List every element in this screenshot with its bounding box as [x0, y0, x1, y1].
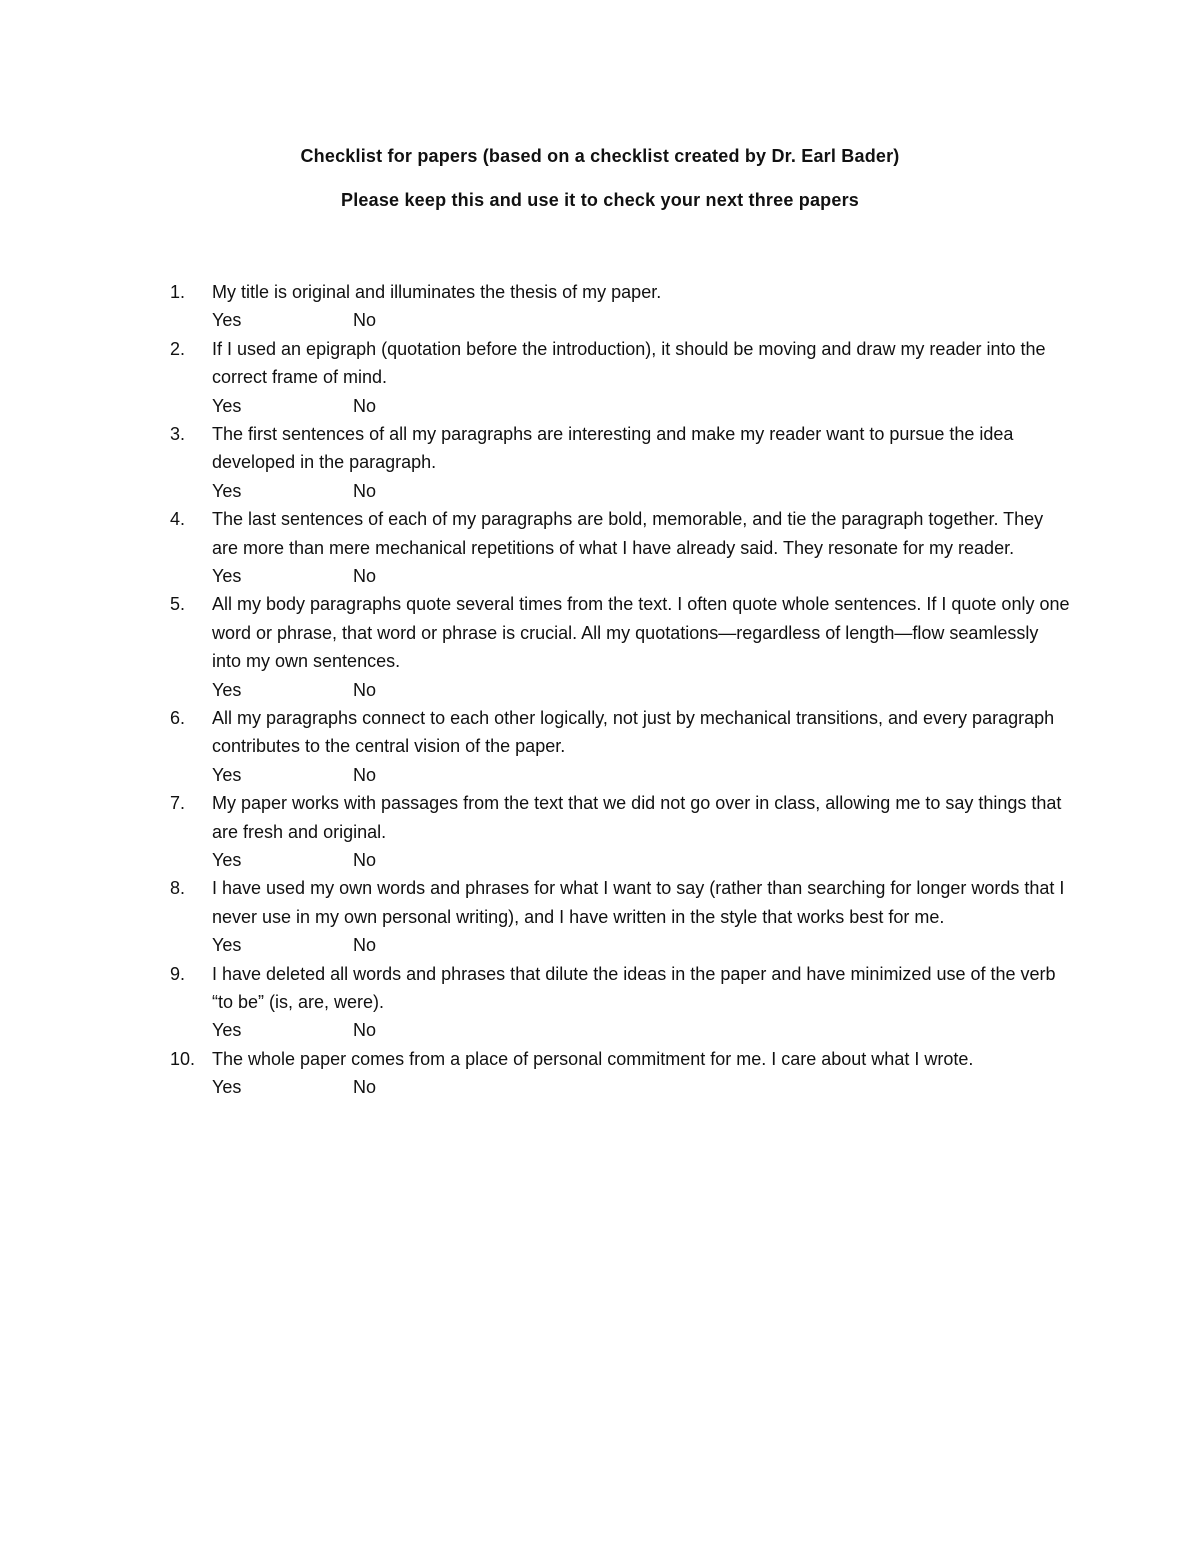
answer-options: [212, 931, 1070, 959]
item-text: All my body paragraphs quote several times from the text. I often quote whole sentences. If I quote only one word or phrase, that word or phrase is crucial. All my quotations—regardless of length—flow seamlessly into my own sentences.: [212, 594, 1070, 672]
answer-options: [212, 392, 1070, 420]
yes-option: Yes: [212, 764, 242, 785]
yes-option: Yes: [212, 310, 242, 331]
no-option: No: [353, 480, 377, 501]
item-number: 2.: [170, 338, 186, 359]
checklist-item: [170, 960, 1070, 1045]
checklist-item: [170, 1045, 1070, 1102]
yes-option: Yes: [212, 566, 242, 587]
item-text: The whole paper comes from a place of personal commitment for me. I care about what I wrote.: [212, 1048, 974, 1069]
answer-options: [212, 761, 1070, 789]
item-number: 8.: [170, 878, 186, 899]
no-option: No: [353, 850, 377, 871]
item-number: 5.: [170, 594, 186, 615]
yes-option: Yes: [212, 850, 242, 871]
item-text: The first sentences of all my paragraphs are interesting and make my reader want to pursue the idea developed in the paragraph.: [212, 424, 1014, 473]
item-number: 6.: [170, 708, 186, 729]
no-option: No: [353, 935, 377, 956]
item-number: 7.: [170, 793, 186, 814]
checklist-item: [170, 704, 1070, 789]
answer-options: [212, 1073, 1070, 1101]
yes-option: Yes: [212, 935, 242, 956]
checklist-item: [170, 335, 1070, 420]
item-number: 3.: [170, 424, 186, 444]
item-text: My title is original and illuminates the thesis of my paper.: [212, 282, 662, 302]
item-number: 1.: [170, 282, 186, 302]
no-option: No: [353, 310, 377, 331]
answer-options: [212, 562, 1070, 590]
checklist-item: [170, 278, 1070, 335]
item-text: If I used an epigraph (quotation before the introduction), it should be moving and draw my reader into the correct frame of mind.: [212, 338, 1046, 388]
document-subtitle: Please keep this and use it to check your next three papers: [341, 190, 859, 210]
no-option: No: [353, 566, 377, 587]
item-text: The last sentences of each of my paragraphs are bold, memorable, and tie the paragraph together. They are more than mere mechanical repetitions of what I have already said. They resonate for my reader.: [212, 509, 1044, 558]
yes-option: Yes: [212, 480, 242, 501]
checklist-item: [170, 590, 1070, 704]
checklist-item: [170, 789, 1070, 874]
no-option: No: [353, 764, 377, 785]
no-option: No: [353, 679, 377, 700]
checklist-item: [170, 420, 1070, 505]
no-option: No: [353, 395, 377, 416]
yes-option: Yes: [212, 679, 242, 700]
yes-option: Yes: [212, 1020, 242, 1041]
no-option: No: [353, 1077, 377, 1098]
answer-options: [212, 306, 1070, 334]
item-text: All my paragraphs connect to each other logically, not just by mechanical transitions, and every paragraph contributes to the central vision of the paper.: [212, 708, 1055, 757]
item-number: 10.: [170, 1048, 196, 1069]
item-text: I have used my own words and phrases for what I want to say (rather than searching for longer words that I never use in my own personal writing), and I have written in the style that works best for me.: [212, 878, 1065, 927]
checklist: [170, 278, 1070, 1102]
item-text: My paper works with passages from the text that we did not go over in class, allowing me to say things that are fresh and original.: [212, 793, 1062, 842]
no-option: No: [353, 1020, 377, 1041]
answer-options: [212, 477, 1070, 505]
yes-option: Yes: [212, 395, 242, 416]
checklist-item: [170, 505, 1070, 590]
document-title: Checklist for papers (based on a checklist created by Dr. Earl Bader): [300, 146, 900, 166]
answer-options: [212, 1016, 1070, 1044]
checklist-item: [170, 874, 1070, 959]
answer-options: [212, 676, 1070, 704]
answer-options: [212, 846, 1070, 874]
yes-option: Yes: [212, 1077, 242, 1098]
item-number: 4.: [170, 509, 186, 530]
item-text: I have deleted all words and phrases that dilute the ideas in the paper and have minimized use of the verb “to be” (is, are, were).: [212, 963, 1056, 1013]
item-number: 9.: [170, 963, 186, 984]
